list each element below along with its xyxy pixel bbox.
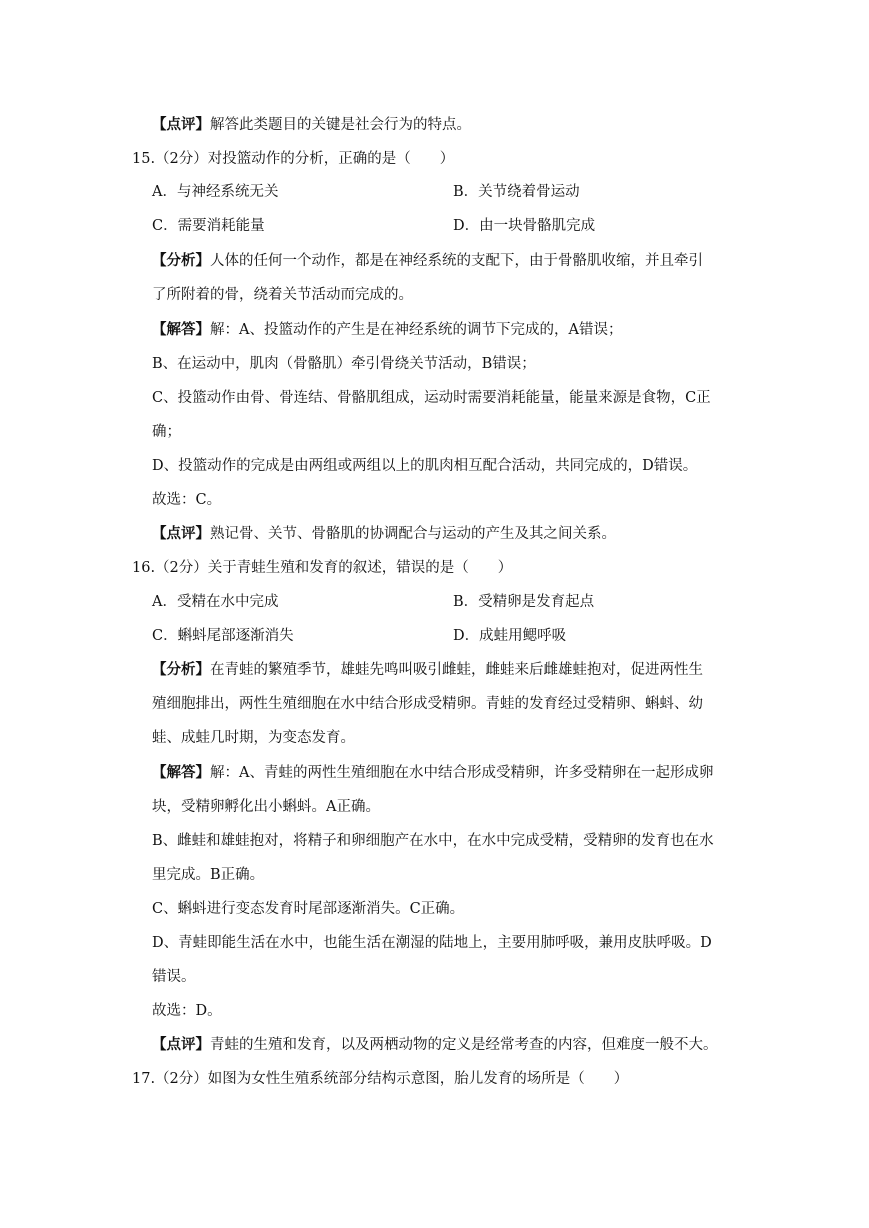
- q15-option-c: C．需要消耗能量: [152, 218, 265, 234]
- q16-answer-d: D、青蛙即能生活在水中，也能生活在潮湿的陆地上，主要用肺呼吸，兼用皮肤呼吸。D: [152, 935, 712, 951]
- q15-answer-c-cont: 确；: [152, 424, 181, 440]
- q15-option-d: D．由一块骨骼肌完成: [453, 218, 596, 234]
- comment-text: 青蛙的生殖和发育，以及两栖动物的定义是经常考查的内容，但难度一般不大。: [210, 1037, 718, 1053]
- q16-option-b: B．受精卵是发育起点: [453, 594, 595, 610]
- q15-choice: 故选：C。: [152, 492, 222, 508]
- comment-tag: 【点评】: [152, 116, 210, 133]
- q16-stem: 16.（2分）关于青蛙生殖和发育的叙述，错误的是（ ）: [132, 560, 513, 576]
- analysis-tag: 【分析】: [152, 661, 210, 678]
- analysis-text: 在青蛙的繁殖季节，雄蛙先鸣叫吸引雌蛙，雌蛙来后雌雄蛙抱对，促进两性生: [210, 662, 703, 678]
- q16-analysis-cont-2: 蛙、成蛙几时期，为变态发育。: [152, 730, 355, 746]
- q16-comment: [152, 1035, 718, 1055]
- q16-analysis: [152, 660, 703, 680]
- q15-answer: [152, 320, 622, 340]
- q16-analysis-cont-1: 殖细胞排出，两性生殖细胞在水中结合形成受精卵。青蛙的发育经过受精卵、蝌蚪、幼: [152, 696, 703, 712]
- q16-answer-b-cont: 里完成。B正确。: [152, 867, 265, 883]
- q15-answer-c: C、投篮动作由骨、骨连结、骨骼肌组成，运动时需要消耗能量，能量来源是食物，C正: [152, 390, 711, 406]
- q15-option-b: B．关节绕着骨运动: [453, 184, 580, 200]
- q17-stem: 17.（2分）如图为女性生殖系统部分结构示意图，胎儿发育的场所是（ ）: [132, 1071, 629, 1087]
- analysis-tag: 【分析】: [152, 252, 210, 269]
- q15-analysis: [152, 251, 703, 271]
- q16-answer-d-cont: 错误。: [152, 969, 196, 985]
- answer-text: 解：A、投篮动作的产生是在神经系统的调节下完成的，A错误；: [210, 322, 623, 338]
- q16-option-d: D．成蛙用鳃呼吸: [453, 628, 567, 644]
- q16-answer-b: B、雌蛙和雄蛙抱对，将精子和卵细胞产在水中，在水中完成受精，受精卵的发育也在水: [152, 833, 714, 849]
- q15-comment: [152, 524, 616, 544]
- q14-comment: [152, 115, 471, 135]
- answer-text: 解：A、青蛙的两性生殖细胞在水中结合形成受精卵，许多受精卵在一起形成卵: [210, 765, 714, 781]
- q16-option-a: A．受精在水中完成: [152, 594, 279, 610]
- q16-option-c: C．蝌蚪尾部逐渐消失: [152, 628, 294, 644]
- comment-tag: 【点评】: [152, 525, 210, 542]
- q15-analysis-cont: 了所附着的骨，绕着关节活动而完成的。: [152, 287, 413, 303]
- q16-answer-c: C、蝌蚪进行变态发育时尾部逐渐消失。C正确。: [152, 901, 465, 917]
- q16-answer-a-cont: 块，受精卵孵化出小蝌蚪。A正确。: [152, 799, 380, 815]
- answer-tag: 【解答】: [152, 764, 210, 781]
- comment-tag: 【点评】: [152, 1036, 210, 1053]
- answer-tag: 【解答】: [152, 321, 210, 338]
- q15-answer-b: B、在运动中，肌肉（骨骼肌）牵引骨绕关节活动，B错误；: [152, 356, 536, 372]
- q16-answer: [152, 763, 713, 783]
- q15-stem: 15.（2分）对投篮动作的分析，正确的是（ ）: [132, 151, 455, 167]
- comment-text: 熟记骨、关节、骨骼肌的协调配合与运动的产生及其之间关系。: [210, 526, 616, 542]
- q16-choice: 故选：D。: [152, 1003, 222, 1019]
- comment-text: 解答此类题目的关键是社会行为的特点。: [210, 117, 471, 133]
- q15-answer-d: D、投篮动作的完成是由两组或两组以上的肌肉相互配合活动，共同完成的，D错误。: [152, 458, 698, 474]
- analysis-text: 人体的任何一个动作，都是在神经系统的支配下，由于骨骼肌收缩，并且牵引: [210, 253, 703, 269]
- q15-option-a: A．与神经系统无关: [152, 184, 279, 200]
